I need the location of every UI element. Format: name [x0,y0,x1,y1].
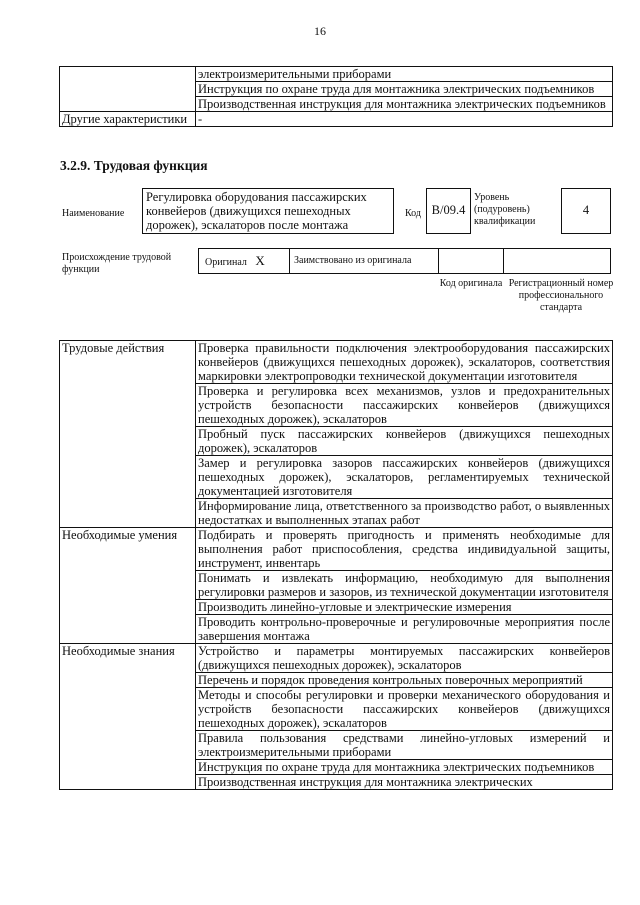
origin-reg-number-cell [503,248,611,274]
qualification-level-box: 4 [561,188,611,234]
requirement-item: Проверка правильности подключения электрооборудования пассажирских конвейеров (движущихся пешеходных дорожек), эскалаторов, соответствия маркировки электропроводки технической документации изготовителя [196,341,613,384]
origin-code-cell [438,248,504,274]
table-row [60,112,613,127]
original-cell [198,248,290,274]
table-cell: Производственная инструкция для монтажника электрических подъемников [196,97,613,112]
requirement-item: Производить линейно-угловые и электрические измерения [196,600,613,615]
requirement-item: Правила пользования средствами линейно-угловых измерений и электроизмерительными приборами [196,731,613,760]
requirement-item: Методы и способы регулировки и проверки механического оборудования и устройств безопасности пассажирских конвейеров (движущихся пешеходных дорожек), эскалаторов [196,688,613,731]
name-label: Наименование [62,208,125,219]
requirement-item: Пробный пуск пассажирских конвейеров (движущихся пешеходных дорожек), эскалаторов [196,427,613,456]
origin-label: Происхождение трудовой функции [62,252,172,275]
section-title-cell: Необходимые знания [60,644,196,790]
table-cell: электроизмерительными приборами [196,67,613,82]
requirement-item: Замер и регулировка зазоров пассажирских конвейеров (движущихся пешеходных дорожек), эскалаторов, регламентируемых технической документацией изготовителя [196,456,613,499]
requirement-item: Перечень и порядок проведения контрольных поверочных мероприятий [196,673,613,688]
section-title-cell: Трудовые действия [60,341,196,528]
requirement-item: Понимать и извлекать информацию, необходимую для выполнения регулировки размеров и зазоров, из технической документации изготовителя [196,571,613,600]
requirement-item: Инструкция по охране труда для монтажника электрических подъемников [196,760,613,775]
requirement-item: Информирование лица, ответственного за производство работ, о выявленных недостатках и выполненных этапах работ [196,499,613,528]
table-cell: Инструкция по охране труда для монтажника электрических подъемников [196,82,613,97]
original-label: Оригинал [205,257,247,268]
requirement-item: Проверка и регулировка всех механизмов, узлов и предохранительных устройств безопасности пассажирских конвейеров (движущихся пешеходных дорожек), эскалаторов [196,384,613,427]
requirement-item: Проводить контрольно-проверочные и регулировочные мероприятия после завершения монтажа [196,615,613,644]
function-name-box: Регулировка оборудования пассажирских конвейеров (движущихся пешеходных дорожек), эскалаторов после монтажа [142,188,394,234]
reg-number-caption: Регистрационный номер профессионального стандарта [508,278,614,313]
table-row [60,644,613,673]
original-mark: X [255,253,265,268]
table-cell: Другие характеристики [60,112,196,127]
code-value-box: B/09.4 [426,188,471,234]
requirement-item: Подбирать и проверять пригодность и применять необходимые для выполнения работ приспособления, средства индивидуальной защиты, инструмент, инвентарь [196,528,613,571]
top-characteristics-table [59,66,613,127]
table-row [60,67,613,82]
labor-function-table [59,340,613,790]
section-title-cell: Необходимые умения [60,528,196,644]
qualification-level-label: Уровень (подуровень) квалификации [474,192,536,227]
requirement-item: Устройство и параметры монтируемых пассажирских конвейеров (движущихся пешеходных дорожек), эскалаторов [196,644,613,673]
table-row [60,528,613,571]
borrowed-cell: Заимствовано из оригинала [289,248,439,274]
requirement-item: Производственная инструкция для монтажника электрических [196,775,613,790]
page-number: 16 [314,24,326,38]
table-row [60,341,613,384]
table-cell: - [196,112,613,127]
code-original-caption: Код оригинала [439,278,503,289]
table-cell [60,67,196,112]
code-label: Код [405,208,421,219]
section-heading: 3.2.9. Трудовая функция [60,158,208,173]
